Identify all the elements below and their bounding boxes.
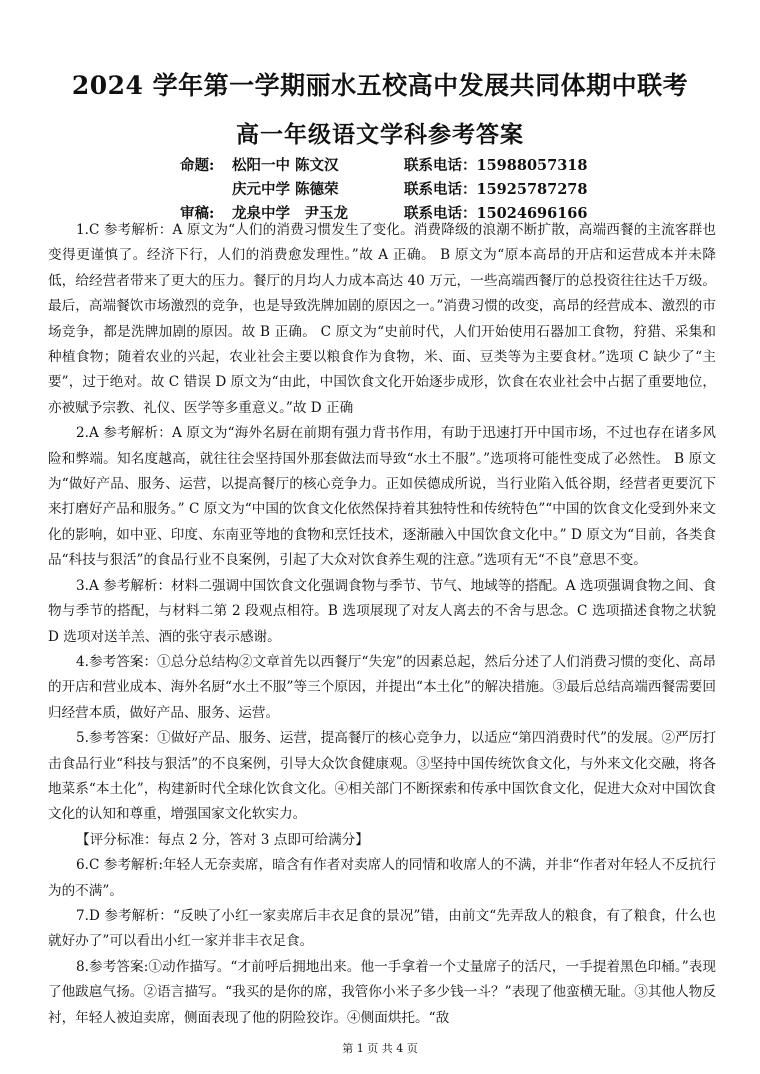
answer-paragraph: 7.D 参考解析：“反映了小红一家卖席后丰衣足食的景况”错，由前文“先弄敌人的粮食，有了粮食，什么也就好办了”可以看出小红一家并非丰衣足食。 (48, 907, 716, 950)
answer-paragraph: 5.参考答案：①做好产品、服务、运营，提高餐厅的核心竞争力，以适应“第四消费时代”的发展。②严厉打击食品行业“科技与狠活”的不良案例，引导大众饮食健康观。③坚持中国传统饮食文化，与外来文化交融，将各地菜系“本土化”，构建新时代全球化饮食文化。④相关部门不断探索和传承中国饮食文化，促进大众对中国饮食文化的认知和尊重，增强国家文化软实力。 (48, 730, 716, 823)
credits-block (180, 154, 587, 226)
credit-phone: 联系电话：15024696166 (404, 205, 588, 222)
answer-paragraph: 8.参考答案:①动作描写。“才前呼后拥地出来。他一手拿着一个丈量席子的活尺，一手提着黑色印桶。”表现了他跋扈气扬。②语言描写。“我买的是你的席，我管你小米子多少钱一斗？”表现了他蛮横无耻。③其他人物反衬，年轻人被迫卖席，侧面表现了他的阴险狡诈。④侧面烘托。“敌 (48, 958, 716, 1026)
page-number: 第 1 页 共 4 页 (342, 1042, 418, 1055)
answer-paragraph: 3.A 参考解析：材料二强调中国饮食文化强调食物与季节、节气、地域等的搭配。A 选项强调食物之间、食物与季节的搭配，与材料二第 2 段观点相符。B 选项展现了对友人离去的不舍与思念。C 选项描述食物之状貌 D 选项对送羊羔、酒的张守表示感谢。 (48, 577, 716, 645)
answers-body (48, 218, 716, 1031)
credit-row (180, 178, 587, 202)
credit-name: 庆元中学 陈德荣 (232, 181, 339, 198)
answer-paragraph: 1.C 参考解析：A 原文为“人们的消费习惯发生了变化。消费降级的浪潮不断扩散，高端西餐的主流客群也变得更谨慎了。经济下行，人们的消费愈发理性。”故 A 正确。 B 原文为“原本高昂的开店和运营成本并未降低，给经营者带来了更大的压力。餐厅的月均人力成本高达 40 万元，一些高端西餐厅的总投资往往达千万级。最后，高端餐饮市场激烈的竞争，也是导致洗牌加剧的原因之一。”消费习惯的改变，高昂的经营成本、激烈的市场竞争，都是洗牌加剧的原因。故 B 正确。 C 原文为“史前时代，人们开始使用石器加工食物，狩猎、采集和种植食物；随着农业的兴起，农业社会主要以粮食作为食物，米、面、豆类等为主要食材。”选项 C 缺少了“主要”，过于绝对。故 C 错误 D 原文为“由此，中国饮食文化开始逐步成形，饮食在农业社会中占据了重要地位，亦被赋予宗教、礼仪、医学等多重意义。”故 D 正确 (48, 222, 716, 416)
credit-phone: 联系电话：15925787278 (404, 181, 588, 198)
document-title: 2024 学年第一学期丽水五校高中发展共同体期中联考 (71, 71, 689, 100)
credit-name: 松阳一中 陈文汉 (232, 157, 339, 174)
credit-phone: 联系电话：15988057318 (404, 157, 588, 174)
credit-name: 龙泉中学 尹玉龙 (232, 205, 348, 222)
document-subtitle: 高一年级语文学科参考答案 (236, 121, 524, 148)
credit-row (180, 154, 587, 178)
answer-paragraph: 4.参考答案：①总分总结构②文章首先以西餐厅“失宠”的因素总起，然后分述了人们消费习惯的变化、高昂的开店和营业成本、海外名厨“水土不服”等三个原因，并提出“本土化”的解决措施。③最后总结高端西餐需要回归经营本质，做好产品、服务、运营。 (48, 653, 716, 721)
credit-role: 命题: (180, 157, 215, 174)
credit-role: 审稿: (180, 205, 215, 222)
answer-paragraph: 6.C 参考解析:年轻人无奈卖席，暗含有作者对卖席人的同情和收席人的不满，并非“作者对年轻人不反抗行为的不满”。 (48, 857, 716, 899)
scoring-note: 【评分标准：每点 2 分，答对 3 点即可给满分】 (76, 831, 369, 848)
answer-paragraph: 2.A 参考解析：A 原文为“海外名厨在前期有强力背书作用，有助于迅速打开中国市场，不过也存在诸多风险和弊端。知名度越高，就往往会坚持国外那套做法而导致“水土不服”。”选项将可能性变成了必然性。 B 原文为“做好产品、服务、运营，以提高餐厅的核心竞争力。正如侯德成所说，当行业陷入低谷期，经营者更要沉下来打磨好产品和服务。” C 原文为“中国的饮食文化依然保持着其独特性和传统特色”“中国的饮食文化受到外来文化的影响，如中亚、印度、东南亚等地的食物和烹饪技术，逐渐融入中国饮食文化中。” D 原文为“目前，各类食品“科技与狠活”的食品行业不良案例，引起了大众对饮食养生观的注意。”选项有无“不良”意思不变。 (48, 425, 716, 569)
